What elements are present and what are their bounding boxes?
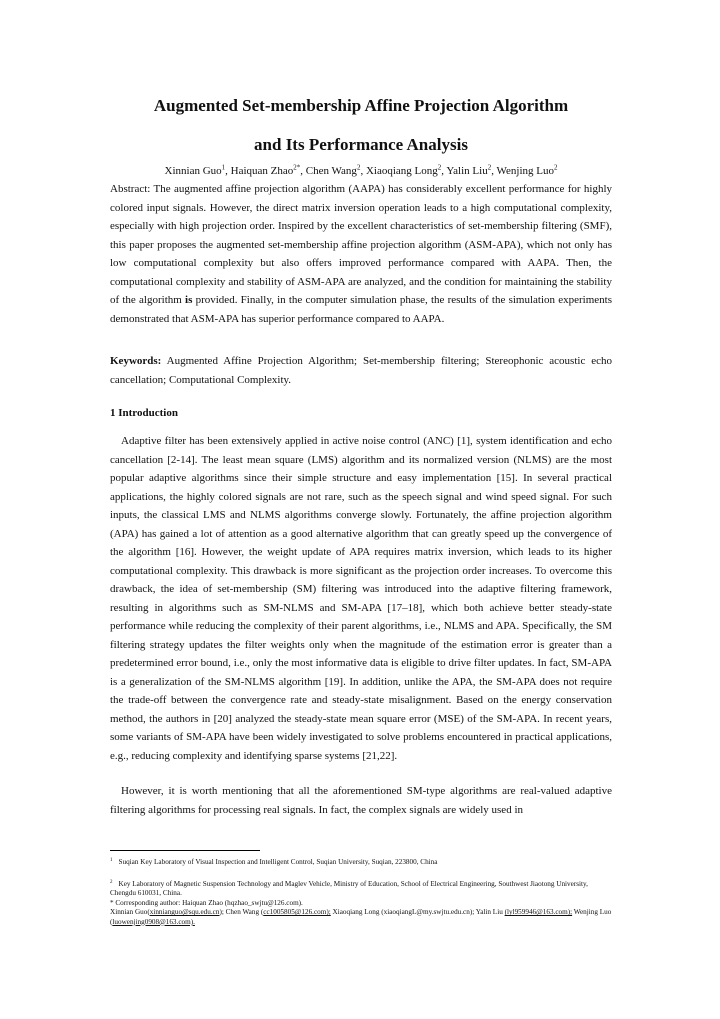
author-name: Chen Wang [305,165,357,177]
email-link[interactable]: luowenjing0908@163.com). [112,917,195,926]
author-affiliation-mark: 1 [221,163,226,172]
footnote-1 [110,858,612,867]
author-name: Yalin Liu [446,165,488,177]
contact-text: Wenjing Luo ( [110,908,612,926]
contact-text: ); Chen Wang ( [219,908,264,917]
footnote-affiliation-2 [110,880,612,899]
email-link[interactable]: cc1005805@126.com); [263,908,331,917]
paper-title-line-2: and Its Performance Analysis [254,135,468,154]
introduction-paragraph-2: However, it is worth mentioning that all the aforementioned SM-type algorithms are real-valued adaptive filtering algorithms for processing real signals. In fact, the complex signals are widely used in [110,785,612,816]
footnote-divider [110,850,260,851]
author-affiliation-mark: 2 [437,163,442,172]
author-name: Xiaoqiang Long [365,165,438,177]
email-link[interactable]: (lyl959946@163.com); [504,908,573,917]
keywords [110,352,612,389]
author-separator: , [441,165,447,177]
author-contacts [110,908,612,927]
author-separator: , [300,165,306,177]
footnote-text: Key Laboratory of Magnetic Suspension Technology and Maglev Vehicle, Ministry of Education, School of Electrical Engineering, Southwest Jiaotong University, Chengdu 610031, China. [110,880,588,898]
footnote-mark: 1 [110,857,113,863]
email-link[interactable]: xinnianguo@squ.edu.cn [149,908,220,917]
footnote-text: Suqian Key Laboratory of Visual Inspection and Intelligent Control, Suqian University, Suqian, 223800, China [118,858,438,866]
author-name: Xinnian Guo [164,165,222,177]
author-separator: , [225,165,231,177]
keywords-text: Augmented Affine Projection Algorithm; Set-membership filtering; Stereophonic acoustic echo cancellation; Computational Complexity. [110,355,612,386]
author-name: Wenjing Luo [496,165,554,177]
author-list [110,163,612,179]
contact-text: Xiaoqiang Long (xiaoqiangL@my.swjtu.edu.cn); Yalin Liu [330,908,505,917]
abstract-bold-word: is [185,294,193,306]
author-affiliation-mark: 2* [293,163,301,172]
abstract [110,180,612,328]
keywords-label: Keywords: [110,355,162,367]
author-name: Haiquan Zhao [230,165,294,177]
introduction-paragraph-1: Adaptive filter has been extensively applied in active noise control (ANC) [1], system identification and echo cancellation [2-14]. The least mean square (LMS) algorithm and its normalized version (NLMS) are the most popular adaptive algorithms since their simple structure and easy implementation [15]. In several practical applications, the highly colored signals are not rare, such as the speech signal and wind speed signal. For such inputs, the classical LMS and NLMS algorithms converge slowly. Fortunately, the affine projection algorithm (APA) has gained a lot of attention as a good alternative algorithm that can greatly speed up the convergence of the algorithm [16]. However, the weight update of APA requires matrix inversion, which leads to its higher computational complexity. This drawback is more significant as the projection order increases. To overcome this drawback, the idea of set-membership (SM) filtering was introduced into the adaptive filtering framework, resulting in algorithms such as SM-NLMS and SM-APA [17–18], which both achieve better steady-state performance while reducing the complexity of their parent algorithms, i.e., NLMS and APA. Specifically, the SM filtering strategy updates the filter weights only when the magnitude of the estimation error is greater than a predetermined error bound, i.e., only the most informative data is eligible to drive filter updates. In fact, SM-APA is a generalization of the SM-NLMS algorithm [19]. In addition, unlike the APA, the SM-APA does not require the trade-off between the convergence rate and steady-state misalignment. Based on the energy conservation method, the authors in [20] analyzed the steady-state mean square error (MSE) of the SM-APA. In recent years, some variants of SM-APA have been widely investigated to solve problems encountered in practical applications, e.g., reducing complexity and identifying sparse systems [21,22]. [110,435,612,762]
corresponding-author: * Corresponding author: Haiquan Zhao (hqzhao_swjtu@126.com). [110,898,303,907]
abstract-text: Abstract: The augmented affine projection algorithm (AAPA) has considerably excellent performance for highly colored input signals. However, the direct matrix inversion operation leads to a high computational complexity, especially with high projection order. Inspired by the excellent characteristics of set-membership filtering (SMF), this paper proposes the augmented set-membership affine projection algorithm (ASM-APA), which not only has low computational complexity but also offers improved performance compared with AAPA. Then, the computational complexity and stability of ASM-APA are analyzed, and the condition for maintaining the stability of the algorithm [110,183,612,306]
abstract-text-end: provided. Finally, in the computer simulation phase, the results of the simulation experiments demonstrated that ASM-APA has superior performance compared to AAPA. [110,294,612,325]
section-heading: 1 Introduction [110,407,178,419]
author-separator: , [360,165,366,177]
author-separator: , [491,165,497,177]
paper-title-line-1: Augmented Set-membership Affine Projection Algorithm [153,96,569,115]
footnote-2 [110,880,612,927]
author-affiliation-mark: 2 [553,163,558,172]
author-affiliation-mark: 2 [487,163,492,172]
contact-text: Xinnian Guo( [110,908,150,917]
author-affiliation-mark: 2 [356,163,361,172]
footnote-mark: 2 [110,879,113,885]
